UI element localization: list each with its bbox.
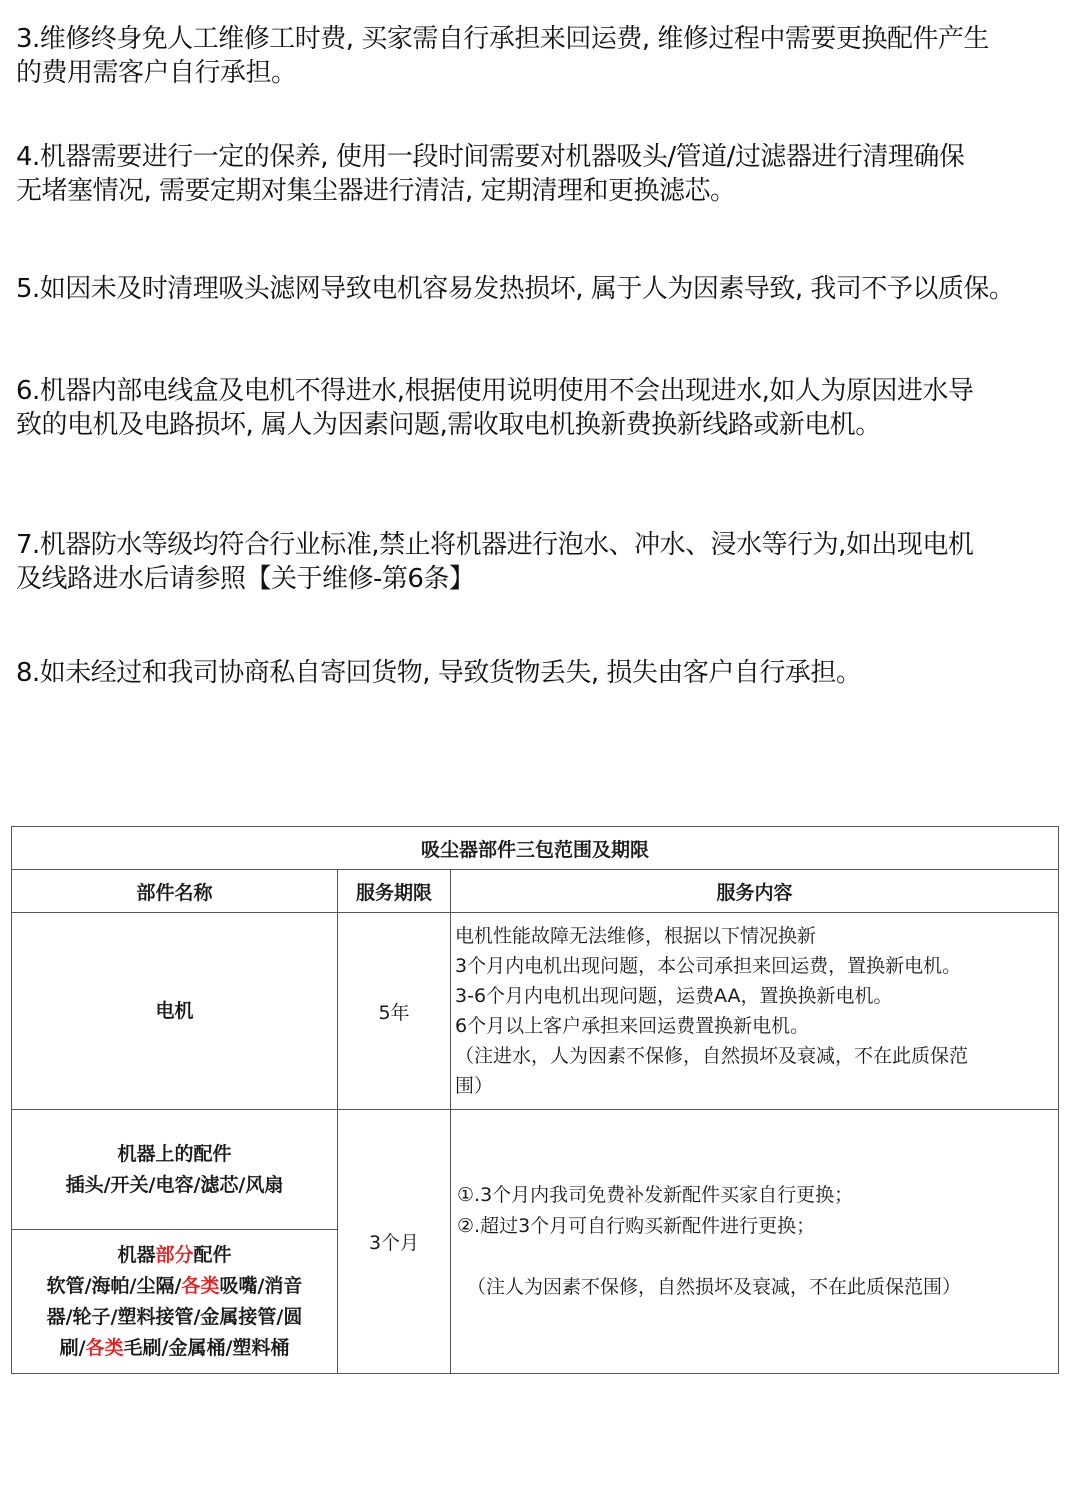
accessories-content — [451, 1110, 1059, 1374]
clause-3-line-1: 3.维修终身免人工维修工时费, 买家需自行承担来回运费, 维修过程中需要更换配件产生 — [16, 24, 989, 54]
clause-8 — [16, 656, 1026, 690]
highlight-text: 部分 — [155, 1243, 194, 1266]
table-title: 吸尘器部件三包范围及期限 — [12, 827, 1059, 870]
partial-accessories-line-3: 刷/各类毛刷/金属桶/塑料桶 — [59, 1336, 290, 1359]
header-service-content: 服务内容 — [451, 870, 1059, 913]
clause-7-line-2: 及线路进水后请参照【关于维修-第6条】 — [16, 564, 475, 594]
accessories-title: 机器上的配件 — [117, 1142, 232, 1165]
clause-4 — [16, 140, 1026, 208]
clause-7-line-1: 7.机器防水等级均符合行业标准,禁止将机器进行泡水、冲水、浸水等行为,如出现电机 — [16, 530, 974, 560]
motor-content-line: 3-6个月内电机出现问题，运费AA，置换换新电机。 — [455, 985, 893, 1007]
clause-6 — [16, 374, 1026, 442]
accessories-period: 3个月 — [338, 1110, 451, 1374]
clause-6-line-2: 致的电机及电路损坏, 属人为因素问题,需收取电机换新费换新线路或新电机。 — [16, 410, 881, 440]
clause-3 — [16, 22, 1026, 90]
table-header-row — [12, 870, 1059, 913]
clause-8-line-1: 8.如未经过和我司协商私自寄回货物, 导致货物丢失, 损失由客户自行承担。 — [16, 658, 862, 688]
clause-3-line-2: 的费用需客户自行承担。 — [16, 58, 297, 88]
motor-content — [451, 913, 1059, 1110]
accessories-content-note: （注人为因素不保修，自然损坏及衰减，不在此质保范围） — [467, 1276, 962, 1298]
table-row-motor — [12, 913, 1059, 1110]
clause-4-line-1: 4.机器需要进行一定的保养, 使用一段时间需要对机器吸头/管道/过滤器进行清理确保 — [16, 142, 965, 172]
partial-accessories-line-2: 器/轮子/塑料接管/金属接管/圆 — [46, 1305, 303, 1328]
motor-content-line: （注进水，人为因素不保修，自然损坏及衰减，不在此质保范 — [455, 1045, 969, 1067]
accessories-name — [12, 1110, 338, 1230]
clause-6-line-1: 6.机器内部电线盒及电机不得进水,根据使用说明使用不会出现进水,如人为原因进水导 — [16, 376, 974, 406]
accessories-content-line-1: ①.3个月内我司免费补发新配件买家自行更换； — [457, 1184, 854, 1206]
partial-accessories-title: 机器部分配件 — [117, 1243, 232, 1266]
highlight-text: 各类 — [181, 1274, 220, 1297]
clause-5-line-1: 5.如因未及时清理吸头滤网导致电机容易发热损坏, 属于人为因素导致, 我司不予以质保。 — [16, 274, 1015, 304]
motor-content-line: 电机性能故障无法维修，根据以下情况换新 — [455, 925, 817, 947]
partial-accessories-line-1: 软管/海帕/尘隔/各类吸嘴/消音 — [46, 1274, 303, 1297]
clause-7 — [16, 528, 1026, 596]
table-row-accessories — [12, 1110, 1059, 1230]
motor-content-line: 3个月内电机出现问题，本公司承担来回运费，置换新电机。 — [455, 955, 962, 977]
highlight-text: 各类 — [85, 1336, 124, 1359]
motor-name: 电机 — [12, 913, 338, 1110]
header-service-period: 服务期限 — [338, 870, 451, 913]
clause-5 — [16, 272, 1026, 306]
accessories-items: 插头/开关/电容/滤芯/风扇 — [65, 1173, 284, 1196]
warranty-table — [11, 826, 1059, 1374]
header-part-name: 部件名称 — [12, 870, 338, 913]
motor-content-line: 围） — [455, 1075, 494, 1097]
motor-content-line: 6个月以上客户承担来回运费置换新电机。 — [455, 1015, 810, 1037]
accessories-content-line-2: ②.超过3个月可自行购买新配件进行更换； — [457, 1215, 816, 1237]
motor-period: 5年 — [338, 913, 451, 1110]
partial-accessories-name — [12, 1230, 338, 1374]
clause-4-line-2: 无堵塞情况, 需要定期对集尘器进行清洁, 定期清理和更换滤芯。 — [16, 176, 736, 206]
